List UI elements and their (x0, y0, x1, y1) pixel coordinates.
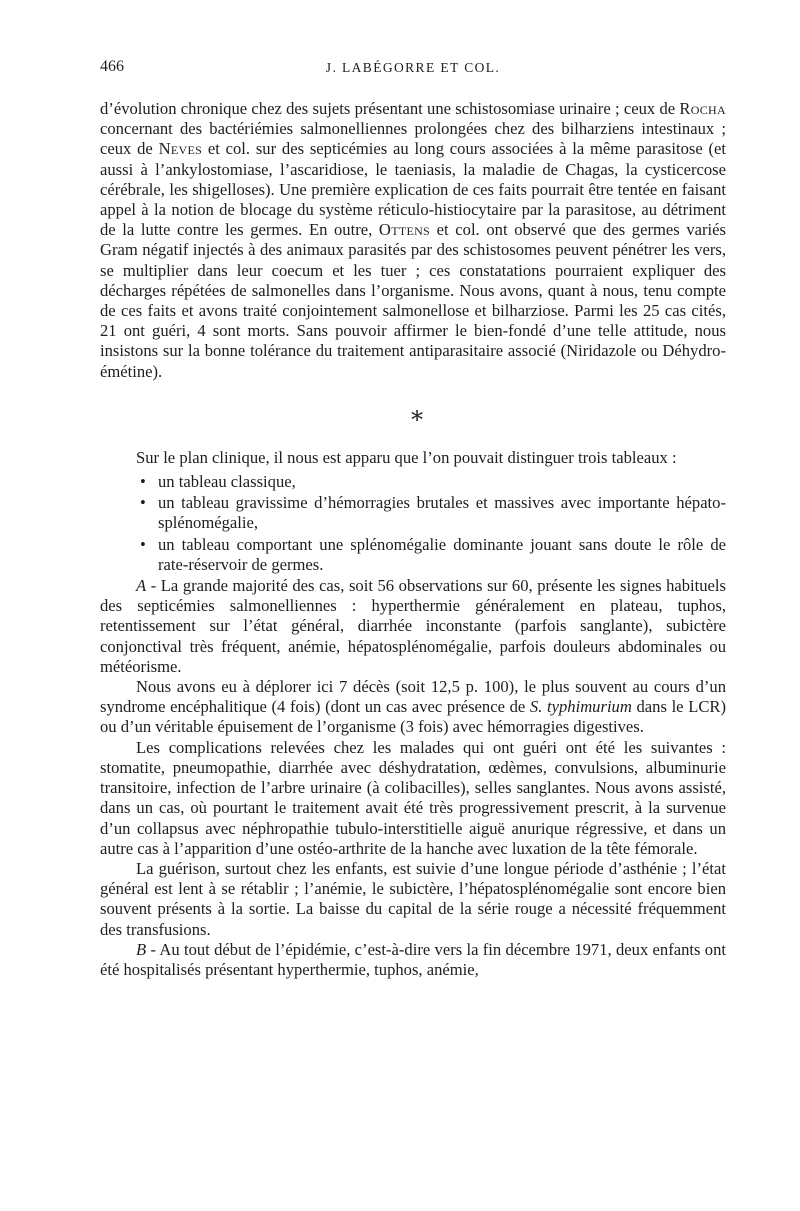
section-letter-a: A (136, 576, 147, 596)
body-text (100, 99, 726, 980)
species-name: S. typhimurium (529, 697, 632, 717)
paragraph-section-b (100, 940, 726, 980)
list-item (100, 535, 726, 575)
paragraph-complications: Les complications relevées chez les malades qui ont guéri ont été les suivantes : stomatite, pneumopathie, diarrhée avec déshydratation, œdèmes, convulsions, albuminurie transitoire, infection de l’arbre urinaire (à colibacilles), selles sanglantes. Nous avons assisté, dans un cas, où pourtant le traitement avait été très progressivement prescrit, à la survenue d’un collapsus avec néphropathie tubulo-interstitielle aiguë anurique régressive, et dans un autre cas à l’apparition d’une ostéo-arthrite de la hanche avec luxation de la tête fémorale. (100, 737, 726, 858)
list-item-text: un tableau comportant une splénomégalie dominante jouant sans doute le rôle de rate-réservoir de germes. (158, 534, 726, 574)
paragraph-guerison: La guérison, surtout chez les enfants, est suivie d’une longue période d’asthénie ; l’état général est lent à se rétablir ; l’anémie, le subictère, l’hépatosplénomégalie sont encore bien souvent présents à la sortie. La baisse du capital de la série rouge a nécessité fréquemment des transfusions. (100, 858, 726, 939)
paragraph-section-a (100, 576, 726, 677)
text-run: - La grande majorité des cas, soit 56 observations sur 60, présente les signes habituels des septicémies salmonelliennes : hyperthermie généralement en plateau, tuphos, retentissement sur l’état général, diarrhée inconstante (parfois sanglante), subictère conjonctival très fréquent, anémie, hépatosplénomégalie, parfois douleurs abdominales ou météorisme. (100, 576, 726, 676)
text-run: dans le LCR) ou d’un véritable épuisement de l’organisme (3 fois) avec hémorragies digestives. (100, 697, 727, 737)
paragraph-deces (100, 677, 726, 738)
author-name-ottens: Ottens (378, 220, 431, 240)
bullet-list (100, 472, 726, 575)
author-name-neves: Neves (158, 139, 203, 159)
paragraph-intro: Sur le plan clinique, il nous est apparu que l’on pouvait distinguer trois tableaux : (136, 447, 677, 467)
section-letter-b: B (136, 939, 147, 959)
bullet-icon: • (140, 472, 146, 492)
text-run: et col. sur des septicémies au long cours associées à la même parasitose (et aussi à l’ankylostomiase, l’ascaridiose, le taeniasis, la maladie de Chagas, la cysticercose cérébrale, les shigelloses). Une première explication de ces faits pourrait être tentée en faisant appel à la notion de blocage du système réticulo-histiocytaire par la parasitose, au détriment de la lutte contre les germes. En outre, (100, 139, 726, 240)
text-run: - Au tout début de l’épidémie, c’est-à-dire vers la fin décembre 1971, deux enfants ont été hospitalisés présentant hyperthermie, tuphos, anémie, (100, 939, 726, 979)
text-run: et col. ont observé que des germes variés Gram négatif injectés à des animaux parasités par des schistosomes peuvent pénétrer les vers, se multiplier dans leur coecum et les tuer ; ces constatations pourraient expliquer des décharges répétées de salmonelles dans l’organisme. Nous avons, quant à nous, tenu compte de ces faits et avons traité conjointement salmonellose et bilharziose. Parmi les 25 cas cités, 21 ont guéri, 4 sont morts. Sans pouvoir affirmer le bien-fondé d’une telle attitude, nous insistons sur la bonne tolérance du traitement antiparasitaire associé (Niridazole ou Déhydro-émétine). (100, 220, 726, 381)
list-item (100, 472, 726, 492)
bullet-icon: • (140, 534, 146, 554)
text-run: d’évolution chronique chez des sujets présentant une schistosomiase urinaire ; ceux de (100, 99, 680, 118)
page-header (100, 58, 726, 82)
author-name-rocha: Rocha (679, 99, 726, 118)
list-item (100, 493, 726, 533)
bullet-icon: • (140, 493, 146, 513)
list-item-text: un tableau gravissime d’hémorragies brutales et massives avec importante hépato-splénomégalie, (158, 493, 726, 533)
running-head: J. LABÉGORRE ET COL. (325, 60, 501, 75)
list-item-text: un tableau classique, (158, 472, 296, 492)
text-run: concernant des bactériémies salmonelliennes prolongées chez des bilharziens intestinaux ; ceux de (100, 119, 726, 159)
paragraph-continuation (100, 99, 726, 382)
page-number: 466 (100, 58, 124, 75)
section-separator: ∗ (408, 402, 426, 429)
text-run: Nous avons eu à déplorer ici 7 décès (soit 12,5 p. 100), le plus souvent au cours d’un syndrome encéphalitique (4 fois) (dont un cas avec présence de (100, 677, 726, 717)
